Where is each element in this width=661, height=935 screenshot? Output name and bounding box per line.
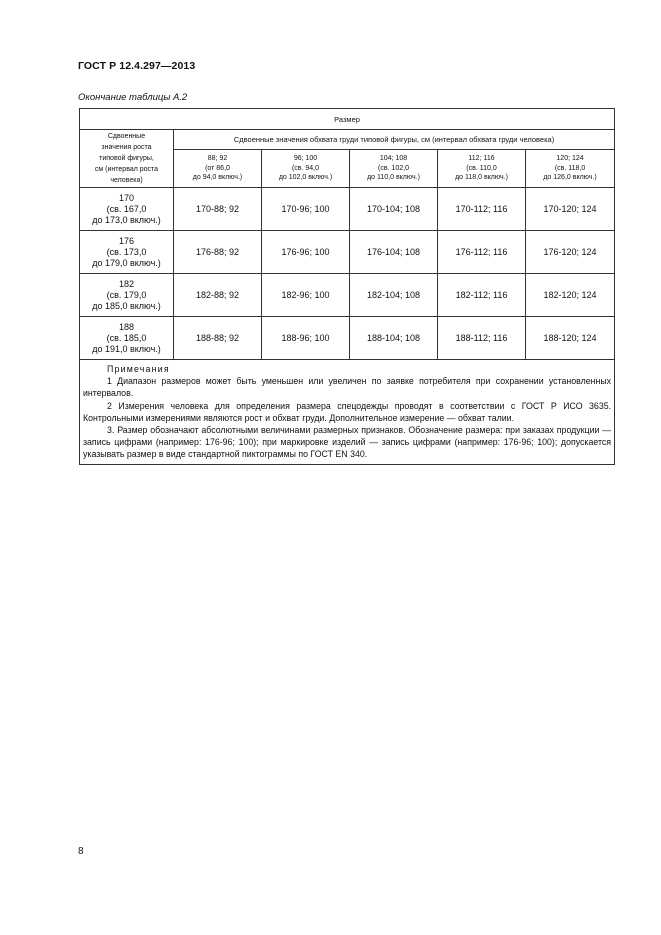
- row-height-label: 176 (св. 173,0 до 179,0 включ.): [80, 231, 174, 274]
- table-row: [80, 317, 615, 360]
- table-cell: 182-88; 92: [174, 274, 262, 317]
- table-cell: 182-104; 108: [350, 274, 438, 317]
- table-cell: 182-96; 100: [262, 274, 350, 317]
- table-cell: 188-120; 124: [526, 317, 615, 360]
- table-cell: 170-88; 92: [174, 188, 262, 231]
- note-item: 1 Диапазон размеров может быть уменьшен или увеличен по заявке потребителя при сохранении установленных интервалов.: [83, 376, 612, 399]
- table-cell: 170-112; 116: [438, 188, 526, 231]
- table-cell: 170-96; 100: [262, 188, 350, 231]
- column-header: 104; 108 (св. 102,0 до 110,0 включ.): [350, 150, 438, 188]
- column-header: 112; 116 (св. 110,0 до 118,0 включ.): [438, 150, 526, 188]
- page-number: 8: [78, 846, 84, 857]
- column-header: 88; 92 (от 86,0 до 94,0 включ.): [174, 150, 262, 188]
- column-header: 120; 124 (св. 118,0 до 126,0 включ.): [526, 150, 615, 188]
- table-row: [80, 188, 615, 231]
- chest-group-header: Сдвоенные значения обхвата груди типовой фигуры, см (интервал обхвата груди человека): [174, 130, 615, 150]
- table-cell: 170-104; 108: [350, 188, 438, 231]
- table-cell: 176-88; 92: [174, 231, 262, 274]
- size-table: [79, 108, 615, 465]
- notes-title: Примечания: [107, 364, 170, 374]
- column-header: 96; 100 (св. 94,0 до 102,0 включ.): [262, 150, 350, 188]
- table-cell: 176-120; 124: [526, 231, 615, 274]
- size-header: Размер: [80, 109, 615, 130]
- table-row: [80, 231, 615, 274]
- table-cell: 176-96; 100: [262, 231, 350, 274]
- table-cell: 176-104; 108: [350, 231, 438, 274]
- row-height-label: 182 (св. 179,0 до 185,0 включ.): [80, 274, 174, 317]
- document-code: ГОСТ Р 12.4.297—2013: [78, 60, 196, 72]
- table-cell: 182-112; 116: [438, 274, 526, 317]
- height-stub-header: Сдвоенные значения роста типовой фигуры, см (интервал роста человека): [80, 130, 174, 188]
- table-cell: 188-96; 100: [262, 317, 350, 360]
- table-cell: 170-120; 124: [526, 188, 615, 231]
- table-cell: 182-120; 124: [526, 274, 615, 317]
- table-cell: 188-88; 92: [174, 317, 262, 360]
- row-height-label: 170 (св. 167,0 до 173,0 включ.): [80, 188, 174, 231]
- notes-block: [80, 360, 615, 465]
- table-caption: Окончание таблицы А.2: [78, 92, 188, 103]
- row-height-label: 188 (св. 185,0 до 191,0 включ.): [80, 317, 174, 360]
- note-item: 3. Размер обозначают абсолютными величинами размерных признаков. Обозначение размера: при заказах продукции — запись цифрами (например: 176-96; 100); при маркировке изделий — запись цифрами (например: 176-96; 100); допускается указывать размер в виде стандартной пиктограммы по ГОСТ EN 340.: [83, 425, 612, 460]
- table-row: [80, 274, 615, 317]
- table-cell: 176-112; 116: [438, 231, 526, 274]
- table-cell: 188-112; 116: [438, 317, 526, 360]
- note-item: 2 Измерения человека для определения размера спецодежды проводят в соответствии с ГОСТ Р ИСО 3635. Контрольными измерениями являются рост и обхват груди. Дополнительное измерение — обхват талии.: [83, 400, 612, 423]
- table-cell: 188-104; 108: [350, 317, 438, 360]
